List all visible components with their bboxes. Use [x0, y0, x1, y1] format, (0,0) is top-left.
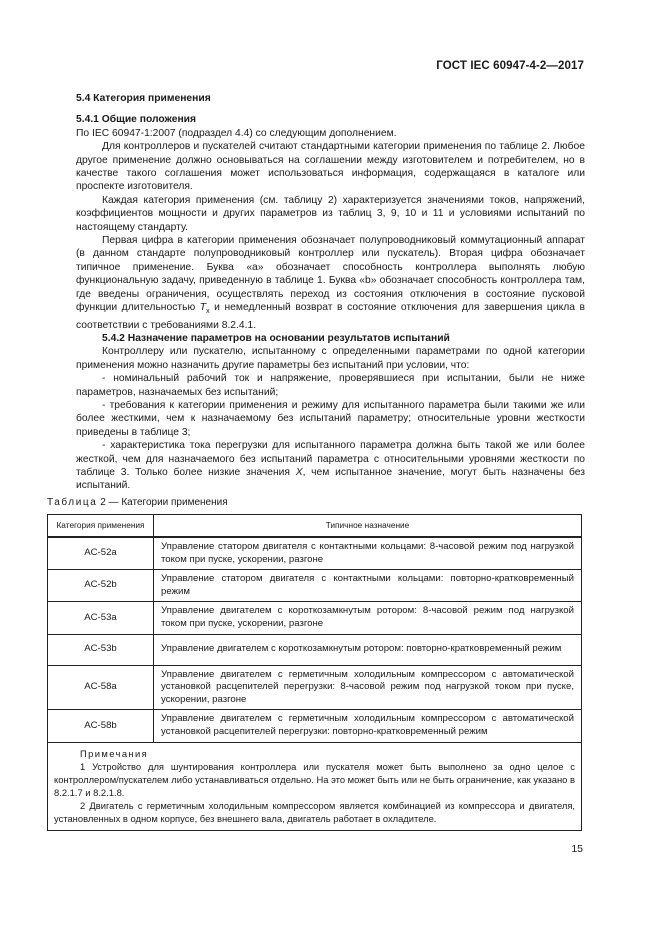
- tx-subscript: x: [206, 308, 210, 316]
- category-cell: AC-53a: [48, 602, 154, 634]
- note: 1 Устройство для шунтирования контроллера или пускателя может быть выполнено за одно целое с контроллером/пускателем либо устанавливаться отдельно. На это может быть или не быть ограничение, как указано в 8.2.1.7 и 8.2.1.8.: [54, 760, 575, 798]
- table-caption: [47, 497, 228, 508]
- table-row: [48, 570, 582, 602]
- list-item: - требования к категории применения и режиму для испытанного параметра были такими же или более жесткими, чем к назначаемому без испытаний параметру; относительные уровни жесткости приведены в таблице 3;: [76, 399, 585, 438]
- category-cell: AC-53b: [48, 634, 154, 665]
- category-cell: AC-58b: [48, 710, 154, 742]
- table-notes-row: [48, 742, 582, 831]
- table-row: [48, 710, 582, 742]
- subsection-title-5-4-1: 5.4.1 Общие положения: [76, 114, 196, 126]
- table-row: [48, 634, 582, 665]
- table-header-row: [48, 515, 582, 538]
- subsection-title-5-4-2: 5.4.2 Назначение параметров на основании результатов испытаний: [102, 332, 450, 344]
- x-symbol: X: [295, 467, 303, 479]
- section-body: [76, 92, 585, 493]
- paragraph-text-tail: и немедленный возврат в состояние отключения для завершения цикла в соответствии с требованиями 8.2.4.1.: [76, 302, 585, 331]
- page-number: 15: [571, 843, 583, 855]
- note: 2 Двигатель с герметичным холодильным компрессором является комбинацией из компрессора и двигателя, установленных в одном корпусе, без внешнего вала, двигатель работает в охладителе.: [54, 799, 575, 824]
- list-item-overload: [76, 439, 585, 493]
- column-header-category: Категория применения: [48, 515, 154, 538]
- list-item-text-tail: , чем испытанное значение, могут быть назначены без испытаний.: [76, 467, 585, 492]
- purpose-cell: Управление двигателем с герметичным холодильным компрессором с автоматической установкой расцепителей перегрузки: 8-часовой режим под нагрузкой током при пуске, ускорении, разгоне: [154, 665, 582, 710]
- notes-title: Примечания: [80, 747, 149, 759]
- purpose-cell: Управление двигателем с короткозамкнутым ротором: 8-часовой режим под нагрузкой током при пуске, ускорении, разгоне: [154, 602, 582, 634]
- purpose-cell: Управление статором двигателя с контактными кольцами: повторно-кратковременный режим: [154, 570, 582, 602]
- category-cell: AC-52a: [48, 537, 154, 570]
- table-caption-prefix: Таблица: [47, 497, 98, 508]
- categories-table: [47, 514, 582, 831]
- purpose-cell: Управление двигателем с короткозамкнутым ротором: повторно-кратковременный режим: [154, 634, 582, 665]
- purpose-cell: Управление статором двигателя с контактными кольцами: 8-часовой режим под нагрузкой током при пуске, ускорении, разгоне: [154, 537, 582, 570]
- paragraph-category-digits: [76, 234, 585, 332]
- paragraph: Контроллеру или пускателю, испытанному с определенными параметрами по одной категории применения можно назначить другие параметры без испытаний при условии, что:: [76, 346, 585, 371]
- standard-id: ГОСТ IEC 60947-4-2—2017: [436, 60, 584, 72]
- purpose-cell: Управление двигателем с герметичным холодильным компрессором с автоматической установкой расцепителей перегрузки: повторно-кратковременный режим: [154, 710, 582, 742]
- column-header-purpose: Типичное назначение: [154, 515, 582, 538]
- category-cell: AC-52b: [48, 570, 154, 602]
- table-row: [48, 602, 582, 634]
- category-cell: AC-58a: [48, 665, 154, 710]
- section-title: 5.4 Категория применения: [76, 93, 211, 104]
- paragraph: Для контроллеров и пускателей считают стандартными категории применения по таблице 2. Любое другое применение должно основываться на соглашении между изготовителем и потребителем, но в качестве такого соглашения может использоваться информация, содержащаяся в каталоге или проспекте изготовителя.: [76, 141, 585, 193]
- list-item-text: - характеристика тока перегрузки для испытанного параметра должна быть такой же или более жесткой, чем для назначаемого без испытаний параметра с относительными уровнями жесткости по таблице 3. Только более низкие значения: [76, 440, 585, 479]
- paragraph-text: Первая цифра в категории применения обозначает полупроводниковый коммутационный аппарат (в данном стандарте полупроводниковый контроллер или пускатель). Вторая цифра обозначает типичное применение. Буква «a» обозначает способность контроллера выполнять любую функциональную задачу, приведенную в таблице 1. Буква «b» обозначает способность контроллера там, где введены ограничения, осуществлять переход из состояния отключения в состояние пусковой функции длительностью: [76, 235, 585, 314]
- paragraph: По IEC 60947-1:2007 (подраздел 4.4) со следующим дополнением.: [76, 127, 397, 139]
- paragraph: Каждая категория применения (см. таблицу 2) характеризуется значениями токов, напряжений, коэффициентов мощности и других параметров из таблиц 3, 9, 10 и 11 и условиями испытаний по настоящему стандарту.: [76, 194, 585, 233]
- notes-cell: [48, 742, 582, 831]
- table-row: [48, 665, 582, 710]
- tx-symbol: T: [199, 302, 207, 314]
- list-item: - номинальный рабочий ток и напряжение, проверявшиеся при испытании, были не ниже параметров, назначаемых без испытаний;: [76, 373, 585, 398]
- table-row: [48, 537, 582, 570]
- table-caption-title: 2 — Категории применения: [97, 497, 228, 508]
